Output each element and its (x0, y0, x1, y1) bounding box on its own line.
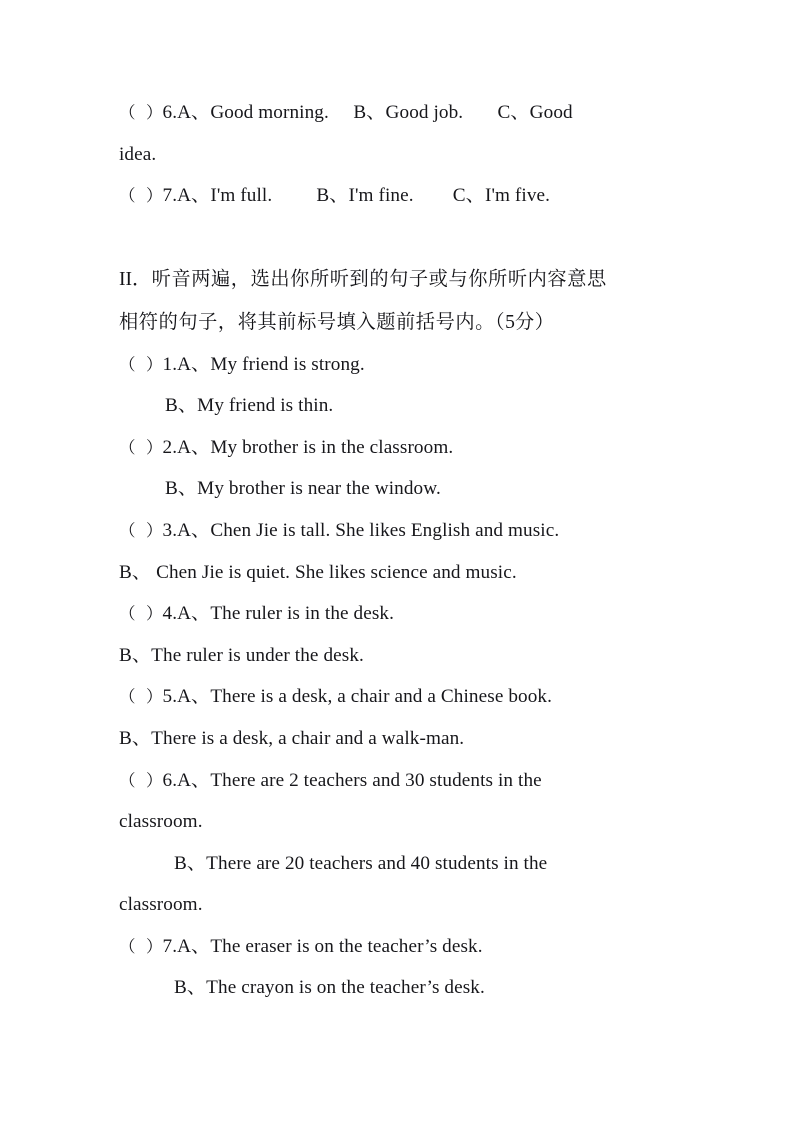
document-body (119, 92, 675, 1009)
option-a-text: A、My friend is strong. (177, 353, 365, 375)
option-b-continuation-6: classroom. (119, 894, 203, 916)
option-b-line-1: B、My friend is thin. (165, 395, 334, 417)
answer-bracket[interactable]: （ ） (119, 770, 163, 790)
paragraph-spacer (119, 217, 675, 259)
score-paren-open: （ (494, 309, 506, 333)
question-number: 7. (162, 185, 178, 207)
section-heading-text-cont: 相符的句子，将其前标号填入题前括号内。 (119, 309, 495, 333)
question-number: 3. (162, 519, 178, 541)
question-line-7 (119, 926, 675, 968)
answer-bracket[interactable]: （ ） (119, 687, 163, 707)
question-line-4 (119, 593, 675, 635)
question-number: 6. (162, 102, 178, 123)
question-number: 7. (162, 935, 178, 957)
option-a-text: A、There is a desk, a chair and a Chinese book. (177, 686, 552, 708)
question-number: 6. (162, 769, 178, 791)
question-line-5 (119, 676, 675, 718)
option-b-line-2: B、My brother is near the window. (165, 478, 441, 500)
answer-bracket[interactable]: （ ） (119, 604, 163, 624)
option-b-line-4: B、The ruler is under the desk. (119, 644, 364, 666)
question-number: 5. (162, 686, 178, 708)
question-line-prev-7 (119, 175, 675, 217)
answer-bracket[interactable]: （ ） (119, 936, 163, 956)
question-line-6 (119, 760, 675, 802)
question-number: 2. (162, 436, 178, 458)
option-a-text: A、The ruler is in the desk. (177, 603, 395, 625)
section-heading-text: 听音两遍，选出你所听到的句子或与你所听内容意思 (151, 267, 607, 291)
option-a-text: A、The eraser is on the teacher’s desk. (177, 935, 483, 957)
option-b-line-6: B、There are 20 teachers and 40 students in the (174, 852, 548, 874)
answer-bracket[interactable]: （ ） (119, 186, 163, 206)
answer-bracket[interactable]: （ ） (119, 354, 163, 374)
question-line-2 (119, 427, 675, 469)
section-heading-line-2 (119, 301, 675, 344)
section-marker: II． (119, 269, 152, 291)
answer-bracket[interactable]: （ ） (119, 437, 163, 457)
question-line-3 (119, 510, 675, 552)
option-b-line-3: B、 Chen Jie is quiet. She likes science and music. (119, 561, 517, 583)
question-line-prev-6-cont: idea. (119, 143, 157, 165)
answer-bracket[interactable]: （ ） (119, 520, 163, 540)
question-line-1 (119, 344, 675, 386)
section-score-value: 5 (505, 311, 515, 333)
score-paren-close: ） (534, 309, 555, 333)
answer-bracket[interactable]: （ ） (119, 103, 163, 122)
question-options: A、I'm full. B、I'm fine. C、I'm five. (177, 185, 551, 207)
question-number: 1. (162, 353, 178, 375)
option-a-text: A、My brother is in the classroom. (177, 436, 454, 458)
question-line-prev-6 (119, 92, 675, 134)
section-heading-line-1 (119, 258, 675, 301)
option-a-text: A、Chen Jie is tall. She likes English and music. (177, 519, 560, 541)
question-options: A、Good morning. B、Good job. C、Good (177, 102, 573, 123)
option-a-text: A、There are 2 teachers and 30 students in the (177, 769, 542, 791)
section-score-unit: 分 (514, 309, 535, 333)
option-a-continuation-6: classroom. (119, 811, 203, 833)
question-number: 4. (162, 603, 178, 625)
option-b-line-7: B、The crayon is on the teacher’s desk. (174, 977, 485, 999)
option-b-line-5: B、There is a desk, a chair and a walk-man. (119, 727, 465, 749)
